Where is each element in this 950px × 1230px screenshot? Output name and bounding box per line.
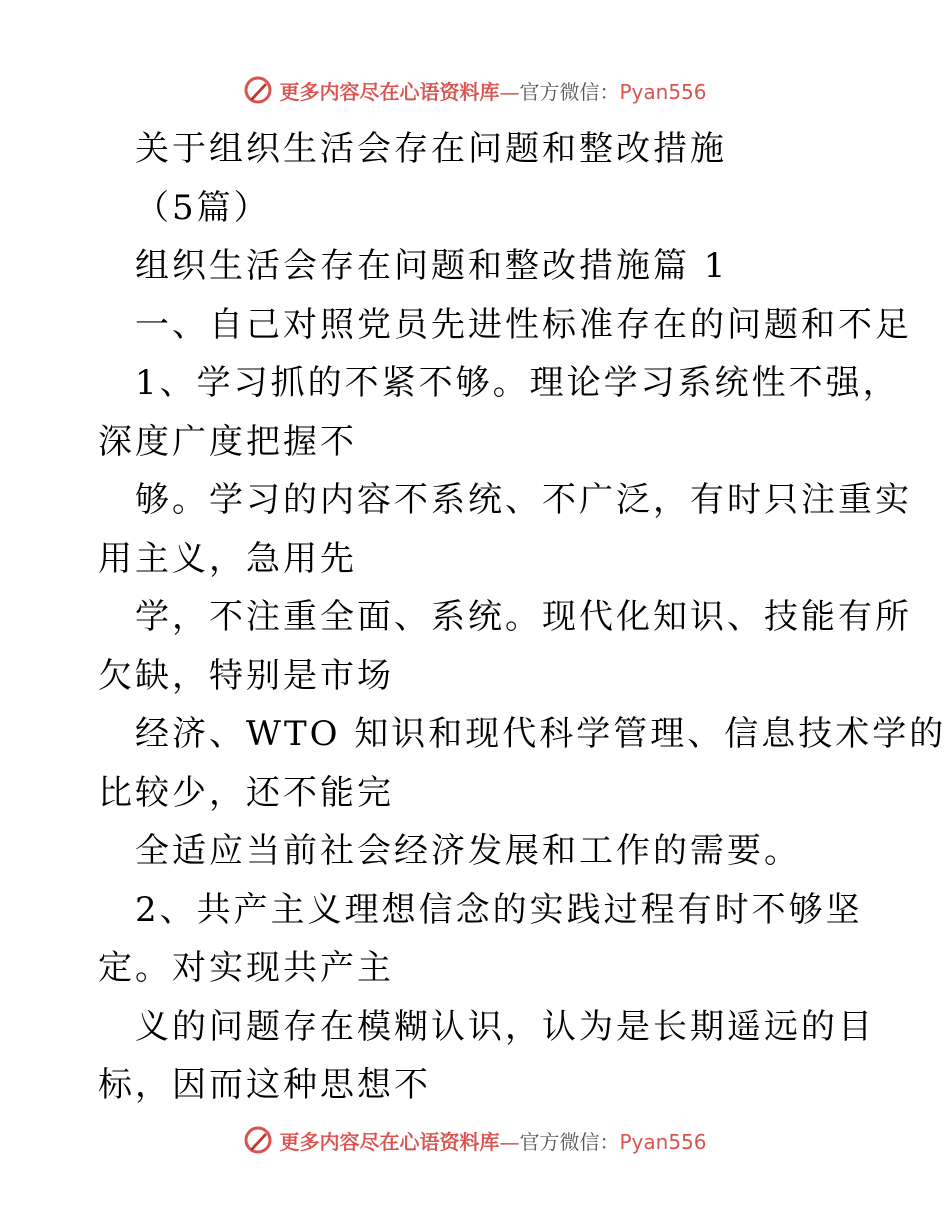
banner-wechat-id: Pyan556 [619, 79, 707, 104]
banner-dash: — [499, 79, 520, 104]
paragraph-line: 比较少，还不能完 [98, 772, 394, 813]
footer-watermark [0, 1120, 950, 1160]
paragraph-line: 1、学习抓的不紧不够。理论学习系统性不强， [135, 363, 900, 403]
banner-brand: 更多内容尽在心语资料库 [279, 79, 500, 104]
paragraph-line: 用主义，急用先 [98, 538, 357, 579]
paragraph-line: 一、自己对照党员先进性标准存在的问题和不足 [135, 304, 912, 345]
paragraph-line: 学，不注重全面、系统。现代化知识、技能有所 [135, 597, 912, 637]
paragraph-line: 够。学习的内容不系统、不广泛，有时只注重实 [135, 480, 912, 520]
header-watermark [0, 70, 950, 110]
paragraph-line: 义的问题存在模糊认识，认为是长期遥远的目 [135, 1006, 875, 1047]
banner-dash: — [499, 1129, 520, 1154]
quill-pen-logo-icon [243, 75, 273, 105]
paragraph-line: 经济、WTO 知识和现代科学管理、信息技术学的 [135, 714, 947, 754]
paragraph-line: 2、共产主义理想信念的实践过程有时不够坚 [135, 889, 863, 930]
paragraph-line: 定。对实现共产主 [98, 948, 394, 988]
document-title: 关于组织生活会存在问题和整改措施 [135, 129, 727, 169]
banner-wechat-label: 官方微信： [519, 1129, 620, 1154]
section-heading: 组织生活会存在问题和整改措施篇 1 [135, 246, 729, 286]
banner-wechat-id: Pyan556 [619, 1129, 707, 1154]
banner-wechat-label: 官方微信： [519, 79, 620, 104]
quill-pen-logo-icon [243, 1125, 273, 1155]
paragraph-line: 全适应当前社会经济发展和工作的需要。 [135, 831, 801, 871]
document-subtitle: （5篇） [135, 187, 271, 228]
banner-brand: 更多内容尽在心语资料库 [279, 1129, 500, 1154]
paragraph-line: 欠缺，特别是市场 [98, 655, 394, 696]
document-body [98, 120, 947, 1115]
paragraph-line: 标，因而这种思想不 [98, 1065, 431, 1105]
paragraph-line: 深度广度把握不 [98, 421, 357, 462]
